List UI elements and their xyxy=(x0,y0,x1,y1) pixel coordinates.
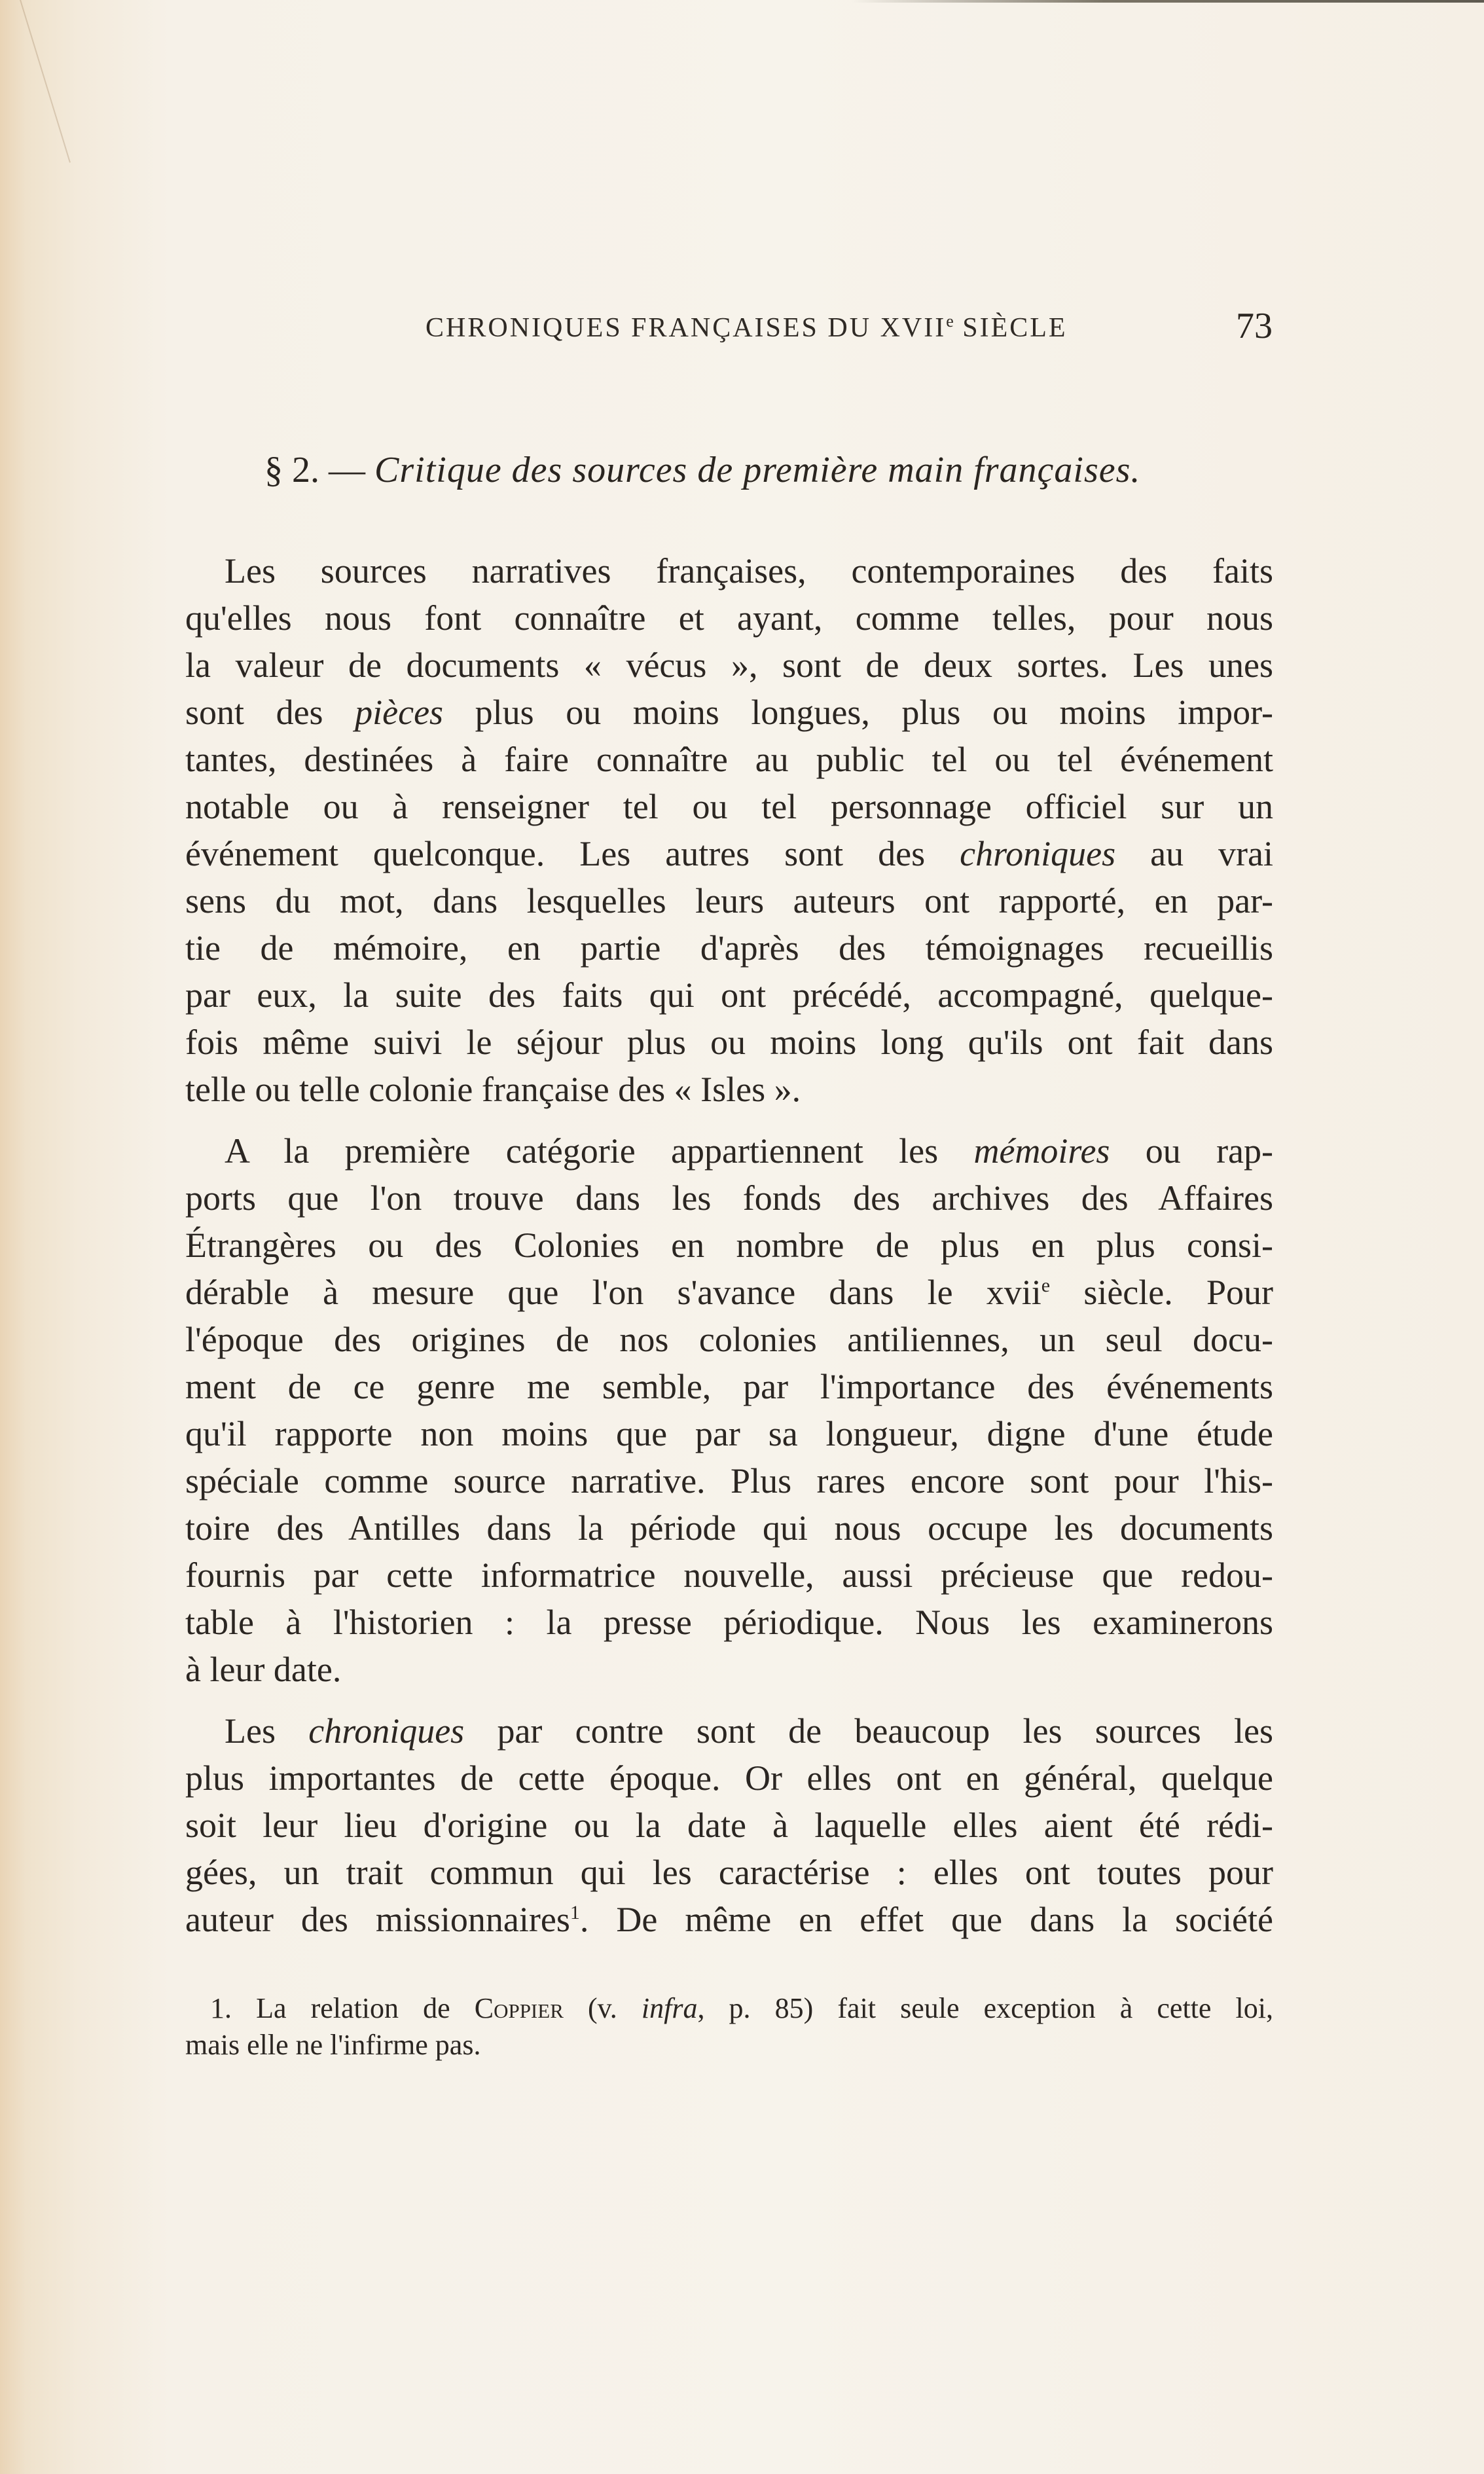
text-run: siècle. Pour xyxy=(1050,1273,1273,1312)
text-line xyxy=(185,830,1273,877)
text-run: Les xyxy=(225,1711,309,1751)
text-run: notable ou à renseigner tel ou tel personnage officiel sur un xyxy=(185,787,1273,826)
text-run: ment de ce genre me semble, par l'importance des événements xyxy=(185,1367,1273,1406)
text-run: par contre sont de beaucoup les sources les xyxy=(464,1711,1273,1751)
text-run: événement quelconque. Les autres sont des xyxy=(185,834,960,873)
text-run: spéciale comme source narrative. Plus rares encore sont pour l'his- xyxy=(185,1461,1273,1501)
text-line xyxy=(185,1457,1273,1504)
text-line xyxy=(185,689,1273,736)
text-line xyxy=(185,1755,1273,1802)
text-line xyxy=(185,1269,1273,1316)
superscript: e xyxy=(1041,1275,1051,1296)
text-run: qu'il rapporte non moins que par sa longueur, digne d'une étude xyxy=(185,1414,1273,1453)
text-run: sens du mot, dans lesquelles leurs auteurs ont rapporté, en par- xyxy=(185,881,1273,920)
text-run: Étrangères ou des Colonies en nombre de plus en plus consi- xyxy=(185,1226,1273,1265)
text-line xyxy=(185,1646,1273,1693)
text-line xyxy=(185,1410,1273,1457)
text-run: tantes, destinées à faire connaître au public tel ou tel événement xyxy=(185,740,1273,779)
page-fold-mark xyxy=(20,0,71,163)
text-run: telle ou telle colonie française des « Isles ». xyxy=(185,1070,801,1109)
running-head-title-end: SIÈCLE xyxy=(953,313,1068,343)
text-run: table à l'historien : la presse périodique. Nous les examinerons xyxy=(185,1603,1273,1642)
text-line xyxy=(185,1707,1273,1755)
running-head-century-sup: e xyxy=(946,312,954,331)
text-line xyxy=(185,642,1273,689)
text-line xyxy=(185,736,1273,783)
text-run: fois même suivi le séjour plus ou moins long qu'ils ont fait dans xyxy=(185,1023,1273,1062)
running-head xyxy=(425,312,1068,344)
text-line xyxy=(185,877,1273,924)
text-line xyxy=(185,1174,1273,1222)
italic-text: pièces xyxy=(355,693,444,732)
text-run: tie de mémoire, en partie d'après des témoignages recueillis xyxy=(185,928,1273,968)
text-line xyxy=(185,1504,1273,1552)
footnote-line xyxy=(185,2027,1273,2064)
text-run: gées, un trait commun qui les caractérise : elles ont toutes pour xyxy=(185,1853,1273,1892)
italic-text: chroniques xyxy=(960,834,1116,873)
text-run: , p. 85) fait seule exception à cette loi, xyxy=(697,1992,1273,2024)
text-run: qu'elles nous font connaître et ayant, comme telles, pour nous xyxy=(185,598,1273,638)
text-run: sont des xyxy=(185,693,355,732)
text-line xyxy=(185,1066,1273,1113)
text-line xyxy=(185,1896,1273,1943)
text-run: auteur des missionnaires xyxy=(185,1900,570,1939)
text-run: ou rap- xyxy=(1110,1131,1273,1171)
text-line xyxy=(185,972,1273,1019)
text-line xyxy=(185,924,1273,972)
scan-top-edge-shadow xyxy=(851,0,1484,3)
text-run: toire des Antilles dans la période qui nous occupe les documents xyxy=(185,1508,1273,1548)
section-number: § 2. — xyxy=(264,450,374,490)
text-run: (v. xyxy=(563,1992,642,2024)
text-line xyxy=(185,1222,1273,1269)
footnote-line xyxy=(185,1990,1273,2027)
text-run: A la première catégorie appartiennent les xyxy=(225,1131,974,1171)
text-line xyxy=(185,547,1273,594)
text-line xyxy=(185,1316,1273,1363)
text-line xyxy=(185,1599,1273,1646)
text-line xyxy=(185,1849,1273,1896)
superscript: 1 xyxy=(570,1902,580,1923)
body-text xyxy=(185,547,1273,1943)
section-title: Critique des sources de première main françaises. xyxy=(374,450,1141,490)
text-line xyxy=(185,1127,1273,1174)
text-line xyxy=(185,1802,1273,1849)
text-run: plus importantes de cette époque. Or elles ont en général, quelque xyxy=(185,1758,1273,1798)
text-run: mais elle ne l'infirme pas. xyxy=(185,2029,481,2061)
text-line xyxy=(185,1363,1273,1410)
text-run: à leur date. xyxy=(185,1650,342,1689)
text-line xyxy=(185,1552,1273,1599)
italic-text: infra xyxy=(641,1992,698,2024)
text-run: soit leur lieu d'origine ou la date à laquelle elles aient été rédi- xyxy=(185,1806,1273,1845)
text-run: l'époque des origines de nos colonies antiliennes, un seul docu- xyxy=(185,1320,1273,1359)
text-run: ports que l'on trouve dans les fonds des archives des Affaires xyxy=(185,1178,1273,1218)
text-run: 1. La relation de xyxy=(210,1992,475,2024)
text-line xyxy=(185,594,1273,642)
text-run: Les sources narratives françaises, contemporaines des faits xyxy=(225,551,1273,591)
running-head-title: CHRONIQUES FRANÇAISES DU XVII xyxy=(425,313,947,343)
footnotes xyxy=(185,1990,1273,2064)
text-run: fournis par cette informatrice nouvelle, aussi précieuse que redou- xyxy=(185,1555,1273,1595)
small-caps-name: Coppier xyxy=(474,1992,564,2024)
text-run: par eux, la suite des faits qui ont précédé, accompagné, quelque- xyxy=(185,975,1273,1015)
text-run: plus ou moins longues, plus ou moins impor- xyxy=(443,693,1273,732)
text-run: la valeur de documents « vécus », sont de deux sortes. Les unes xyxy=(185,646,1273,685)
section-heading xyxy=(264,449,1140,491)
italic-text: mémoires xyxy=(973,1131,1110,1171)
text-run: dérable à mesure que l'on s'avance dans le xvii xyxy=(185,1273,1041,1312)
text-run: au vrai xyxy=(1115,834,1274,873)
text-line xyxy=(185,783,1273,830)
page-number: 73 xyxy=(1236,306,1273,346)
text-run: . De même en effet que dans la société xyxy=(579,1900,1273,1939)
italic-text: chroniques xyxy=(308,1711,465,1751)
text-line xyxy=(185,1019,1273,1066)
